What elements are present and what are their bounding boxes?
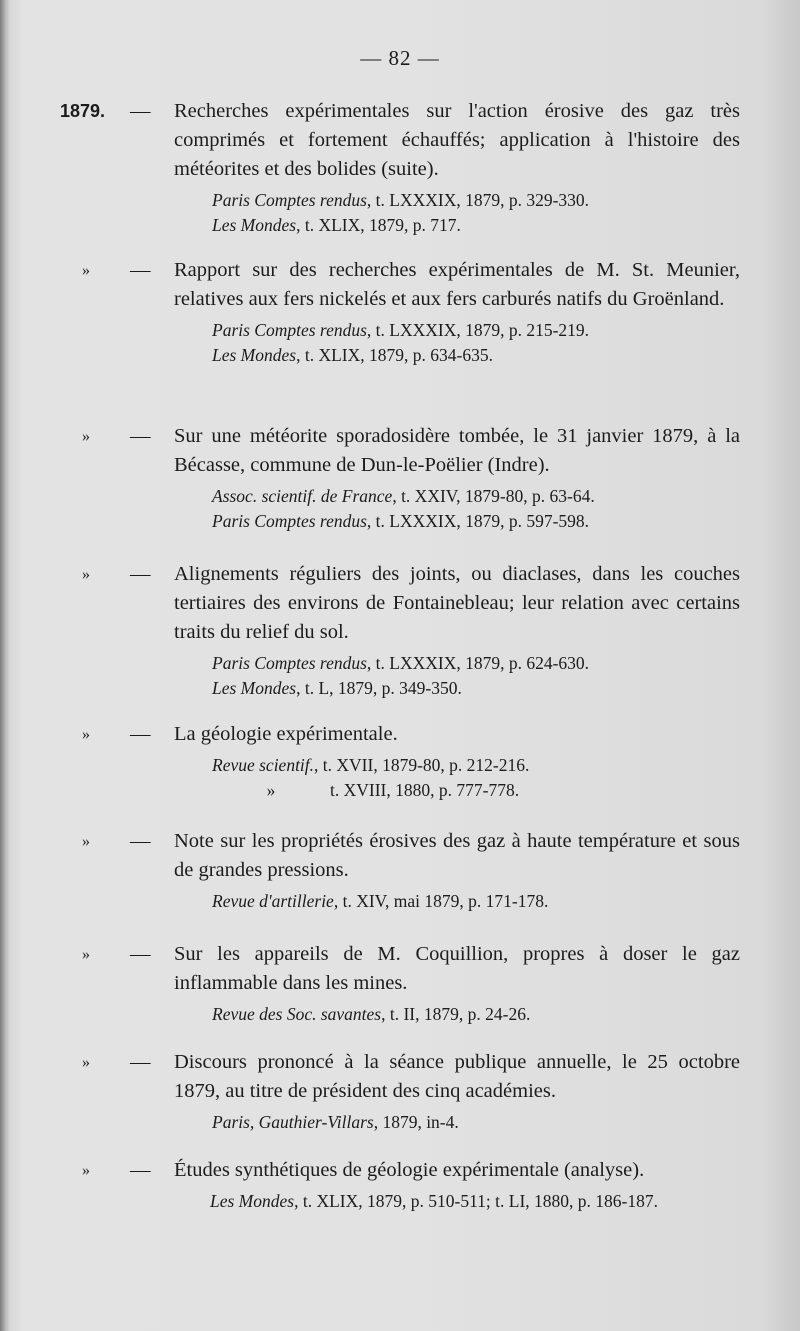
- bibliography-entry: [60, 560, 740, 701]
- reference-detail: , t. LXXXIX, 1879, p. 215-219.: [366, 320, 590, 340]
- entry-ditto-marker: »: [82, 1162, 90, 1179]
- reference-line: [210, 1189, 740, 1214]
- reference-source: Assoc. scientif. de France: [212, 486, 393, 506]
- reference-detail: , t. XLIX, 1879, p. 634-635.: [296, 345, 493, 365]
- entry-references: [60, 1189, 740, 1214]
- entry-references: [60, 1110, 740, 1135]
- entry-heading: [60, 940, 740, 998]
- entry-heading: [60, 560, 740, 647]
- bibliography-entry: [60, 1048, 740, 1135]
- entry-heading: [60, 720, 740, 749]
- entry-title: Note sur les propriétés érosives des gaz à haute température et sous de grandes pressions.: [174, 830, 740, 881]
- page-number: — 82 —: [360, 46, 440, 70]
- reference-source: Les Mondes: [212, 345, 297, 365]
- entry-ditto-marker: »: [82, 428, 90, 445]
- entry-ditto-marker: »: [82, 1054, 90, 1071]
- entry-dash: —: [130, 1159, 151, 1181]
- entry-title: La géologie expérimentale.: [174, 723, 398, 745]
- entry-references: [60, 188, 740, 238]
- bibliography-entry: [60, 940, 740, 1027]
- reference-detail: , t. XIV, mai 1879, p. 171-178.: [333, 891, 549, 911]
- reference-source: Paris Comptes rendus: [212, 190, 367, 210]
- bibliography-entry: [60, 827, 740, 914]
- reference-line: [212, 753, 740, 778]
- bibliography-entry: [60, 1156, 740, 1214]
- reference-detail: , 1879, in-4.: [373, 1112, 459, 1132]
- entry-references: [60, 484, 740, 534]
- entry-heading: [60, 827, 740, 885]
- reference-detail: , t. II, 1879, p. 24-26.: [381, 1004, 531, 1024]
- entry-dash: —: [130, 425, 151, 447]
- entry-year-marker: 1879.: [60, 101, 106, 121]
- reference-line: [212, 509, 740, 534]
- reference-source: Les Mondes: [210, 1191, 295, 1211]
- entry-ditto-marker: »: [82, 262, 90, 279]
- entry-title: Sur les appareils de M. Coquillion, propres à doser le gaz inflammable dans les mines.: [174, 943, 740, 994]
- reference-line: [212, 318, 740, 343]
- reference-detail: , t. XLIX, 1879, p. 717.: [296, 215, 461, 235]
- entry-heading: [60, 97, 740, 184]
- bibliography-entry: [60, 422, 740, 534]
- reference-line: [212, 651, 740, 676]
- entry-references: [60, 1002, 740, 1027]
- entry-dash: —: [130, 100, 151, 122]
- bibliography-entry: [60, 256, 740, 368]
- entry-title: Discours prononcé à la séance publique annuelle, le 25 octobre 1879, au titre de président des cinq académies.: [174, 1051, 740, 1102]
- entry-title: Alignements réguliers des joints, ou diaclases, dans les couches tertiaires des environs de Fontainebleau; leur relation avec certains traits du relief du sol.: [174, 563, 740, 643]
- bibliography-entry: [60, 720, 740, 803]
- reference-source: Les Mondes: [212, 215, 297, 235]
- entry-title: Recherches expérimentales sur l'action érosive des gaz très comprimés et fortement échauffés; application à l'histoire des météorites et des bolides (suite).: [174, 100, 740, 180]
- entry-dash: —: [130, 1051, 151, 1073]
- reference-source: Paris Comptes rendus: [212, 511, 367, 531]
- reference-detail: , t. LXXXIX, 1879, p. 597-598.: [366, 511, 590, 531]
- reference-ditto-mark: »: [266, 780, 276, 800]
- entry-heading: [60, 256, 740, 314]
- page-gutter-shadow: [0, 0, 10, 1331]
- reference-source: Revue scientif.: [212, 755, 315, 775]
- reference-line: [212, 343, 740, 368]
- reference-line: [212, 1002, 740, 1027]
- entry-dash: —: [130, 563, 151, 585]
- reference-line: [212, 484, 740, 509]
- reference-detail: , t. XVII, 1879-80, p. 212-216.: [314, 755, 530, 775]
- reference-line: [212, 778, 740, 803]
- entry-references: [60, 651, 740, 701]
- entry-heading: [60, 422, 740, 480]
- reference-source: Paris, Gauthier-Villars: [212, 1112, 374, 1132]
- reference-source: Les Mondes: [212, 678, 297, 698]
- reference-detail: , t. LXXXIX, 1879, p. 624-630.: [366, 653, 590, 673]
- reference-source: Revue des Soc. savantes: [212, 1004, 382, 1024]
- entry-ditto-marker: »: [82, 726, 90, 743]
- reference-detail: , t. L, 1879, p. 349-350.: [296, 678, 462, 698]
- entry-dash: —: [130, 943, 151, 965]
- reference-detail: , t. LXXXIX, 1879, p. 329-330.: [366, 190, 590, 210]
- reference-line: [212, 676, 740, 701]
- bibliography-entry: [60, 97, 740, 238]
- reference-source: Revue d'artillerie: [212, 891, 334, 911]
- entry-heading: [60, 1048, 740, 1106]
- reference-detail: t. XVIII, 1880, p. 777-778.: [330, 780, 520, 800]
- reference-source: Paris Comptes rendus: [212, 320, 367, 340]
- reference-detail: , t. XXIV, 1879-80, p. 63-64.: [392, 486, 595, 506]
- entry-references: [60, 889, 740, 914]
- reference-line: [212, 188, 740, 213]
- entry-ditto-marker: »: [82, 566, 90, 583]
- entry-references: [60, 753, 740, 803]
- entry-references: [60, 318, 740, 368]
- reference-detail: , t. XLIX, 1879, p. 510-511; t. LI, 1880, p. 186-187.: [294, 1191, 658, 1211]
- entry-dash: —: [130, 259, 151, 281]
- reference-line: [212, 1110, 740, 1135]
- entry-heading: [60, 1156, 740, 1185]
- entry-title: Sur une météorite sporadosidère tombée, le 31 janvier 1879, à la Bécasse, commune de Dun-le-Poëlier (Indre).: [174, 425, 740, 476]
- reference-line: [212, 213, 740, 238]
- entry-ditto-marker: »: [82, 946, 90, 963]
- entry-title: Études synthétiques de géologie expérimentale (analyse).: [174, 1159, 645, 1181]
- entry-dash: —: [130, 723, 151, 745]
- entry-ditto-marker: »: [82, 833, 90, 850]
- entry-title: Rapport sur des recherches expérimentales de M. St. Meunier, relatives aux fers nickelés et aux fers carburés natifs du Groënland.: [174, 259, 740, 310]
- reference-source: Paris Comptes rendus: [212, 653, 367, 673]
- entry-dash: —: [130, 830, 151, 852]
- reference-line: [212, 889, 740, 914]
